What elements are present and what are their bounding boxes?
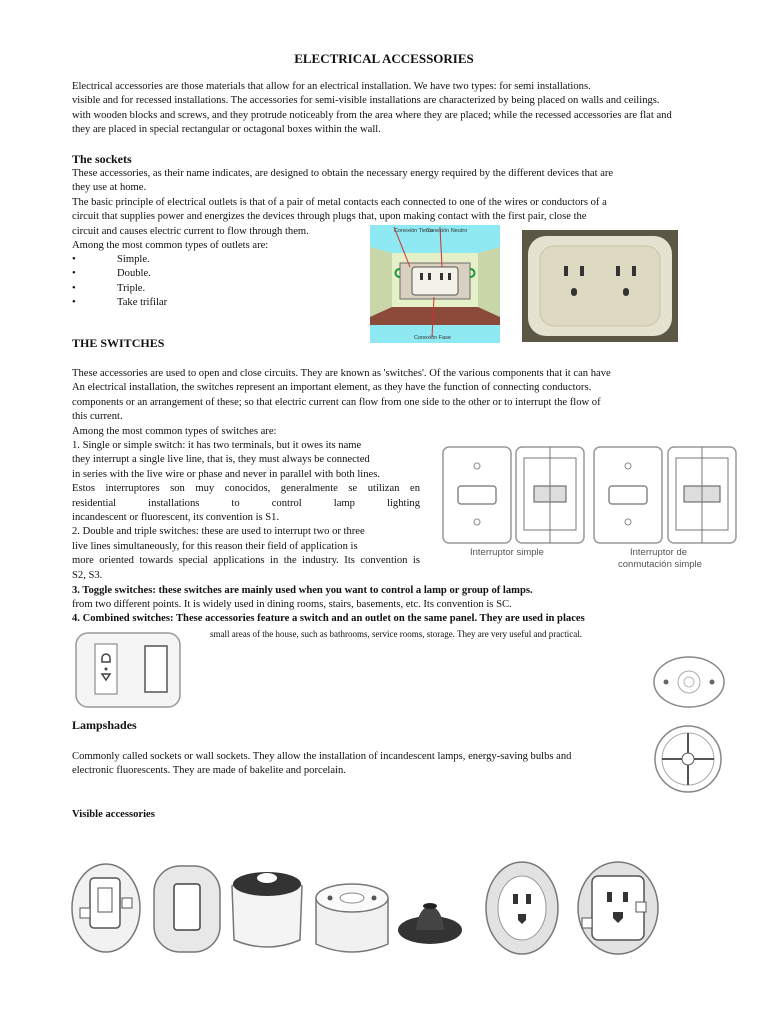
accessory-porcelain-socket-image — [316, 884, 388, 952]
switches-line: These accessories are used to open and close circuits. They are known as 'switches'. Of the various components that it can have — [72, 368, 611, 379]
list-item: • Double. — [72, 268, 151, 280]
lampshades-line: electronic fluorescents. They are made of bakelite and porcelain. — [72, 765, 346, 777]
label-neutral: Conexión Neutro — [426, 228, 468, 234]
accessory-combined-outlet-image — [578, 862, 658, 954]
sockets-line: Among the most common types of outlets are: — [72, 240, 269, 252]
switches-line: An electrical installation, the switches represent an important element, as they have the function of connecting conductors. — [72, 382, 592, 394]
sockets-line: circuit that supplies power and energizes the devices through plugs that, upon making contact with the first pair, close the — [72, 211, 587, 223]
switches-line: incandescent or fluorescent, its convention is S1. — [72, 512, 280, 524]
conmutation-switch-back — [668, 447, 736, 543]
caption-simple-switch: Interruptor simple — [470, 547, 544, 558]
sockets-line: circuit and causes electric current to flow through them. — [72, 225, 309, 237]
switches-line: this current. — [72, 411, 123, 423]
visible-accessories-heading: Visible accessories — [72, 809, 155, 820]
accessory-rocker-image — [154, 866, 220, 952]
lampshade-top-image — [652, 655, 726, 709]
switches-line: S2, S3. — [72, 569, 103, 581]
label-phase: Conexión Fase — [414, 335, 451, 341]
label-ground: Conexión Tierra — [394, 228, 433, 234]
switches-heading: THE SWITCHES — [72, 336, 165, 350]
lampshades-line: Commonly called sockets or wall sockets. They allow the installation of incandescent lamps, energy-saving bulbs and — [72, 751, 572, 762]
toggle-switch-bold: 3. Toggle switches: these switches are mainly used when you want to control a lamp or group of lamps. — [72, 585, 533, 596]
accessory-switch-image — [72, 864, 140, 952]
sockets-heading: The sockets — [72, 152, 132, 166]
switches-line: Estos interruptores son muy conocidos, generalmente se utilizan en — [72, 483, 420, 495]
lampshades-heading: Lampshades — [72, 718, 137, 732]
combined-switch-bold: 4. Combined switches: These accessories feature a switch and an outlet on the same panel. They are used in places — [72, 613, 585, 624]
intro-line: Electrical accessories are those materials that allow for an electrical installation. We have two types: for semi installations. — [72, 81, 591, 92]
switches-line: 2. Double and triple switches: these are used to interrupt two or three — [72, 526, 365, 538]
sockets-line: they use at home. — [72, 182, 147, 194]
switches-line: more oriented towards special applications in the industry. Its convention is — [72, 555, 420, 567]
intro-paragraph — [72, 80, 722, 138]
combined-switch-image — [75, 632, 181, 708]
accessory-rubber-base-image — [398, 903, 462, 944]
switches-line: live lines simultaneously, for this reason their field of application is — [72, 540, 358, 552]
switches-line: Among the most common types of switches are: — [72, 425, 277, 437]
sockets-line: The basic principle of electrical outlets is that of a pair of metal contacts each connected to one of the wires or conductors of a — [72, 196, 607, 208]
switch-types-paragraph — [72, 439, 420, 583]
duplex-outlet-image — [522, 230, 678, 342]
switch-diagrams — [440, 444, 740, 574]
list-item: • Triple. — [72, 282, 146, 294]
simple-switch-front — [443, 447, 511, 543]
intro-line: with wooden blocks and screws, and they protrude noticeably from the area where they are placed; while the recessed accessories are flat and — [72, 109, 672, 121]
intro-line: visible and for recessed installations. The accessories for semi-visible installations are characterized by being placed on walls and ceilings. — [72, 95, 660, 107]
outlet-wiring-diagram — [370, 225, 500, 343]
visible-accessories-images — [70, 858, 670, 968]
outlet-types-list — [72, 253, 352, 311]
accessory-lampholder-image — [232, 872, 302, 947]
sockets-line: These accessories, as their name indicates, are designed to obtain the necessary energy required by the different devices that are — [72, 168, 614, 179]
lampshades-paragraph — [72, 750, 722, 779]
list-item: • Simple. — [72, 254, 150, 265]
conmutation-switch-front — [594, 447, 662, 543]
switches-line: in series with the live wire or phase and never in parallel with both lines. — [72, 468, 381, 480]
switches-line: they interrupt a single live line, that is, they must always be connected — [72, 454, 370, 466]
toggle-switch-text: from two different points. It is widely used in dining rooms, stairs, basements, etc. Its convention is SC. — [72, 599, 512, 610]
list-item: • Take trifilar — [72, 297, 168, 309]
accessory-oval-outlet-image — [486, 862, 558, 954]
intro-line: they are placed in special rectangular or octagonal boxes within the wall. — [72, 124, 381, 136]
switches-line: residential installations to control lamp lighting — [72, 497, 420, 509]
switches-paragraph — [72, 367, 722, 439]
switches-line: 1. Single or simple switch: it has two terminals, but it owes its name — [72, 440, 362, 451]
simple-switch-back — [516, 447, 584, 543]
combined-switch-text: small areas of the house, such as bathrooms, service rooms, storage. They are very useful and practical. — [210, 629, 582, 639]
caption-conmutation-2: conmutación simple — [618, 559, 702, 570]
page-title: ELECTRICAL ACCESSORIES — [294, 51, 474, 66]
switches-line: components or an arrangement of these; so that electric current can flow from one side to the other or to interrupt the flow of — [72, 396, 601, 408]
caption-conmutation-1: Interruptor de — [630, 547, 688, 558]
